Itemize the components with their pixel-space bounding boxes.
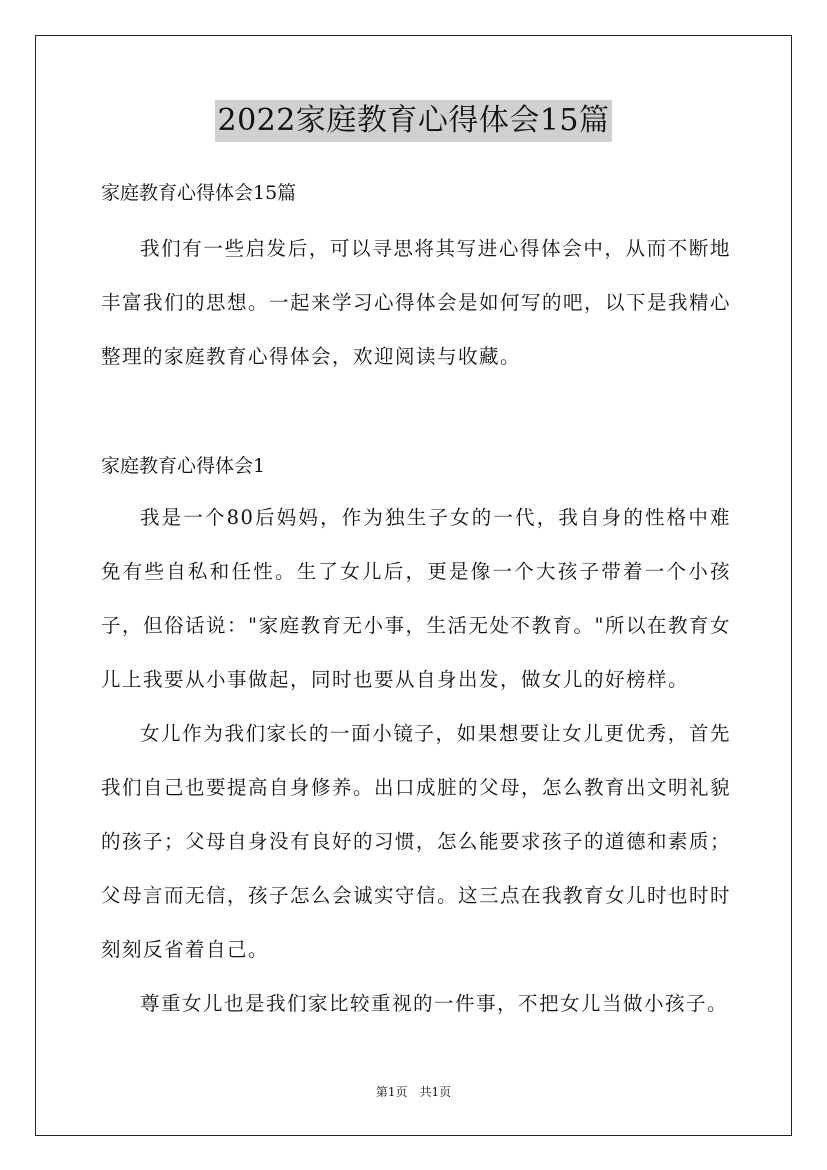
body-paragraph: 尊重女儿也是我们家比较重视的一件事，不把女儿当做小孩子。 (140, 992, 729, 1015)
body-paragraph: 我是一个80后妈妈，作为独生子女的一代，我自身的性格中难免有些自私和任性。生了女儿后，更是像一个大孩子带着一个小孩子，但俗话说："家庭教育无小事，生活无处不教育。"所以在教育女儿上我要从小事做起，同时也要从自身出发，做女儿的好榜样。 (101, 506, 731, 691)
document-title: 2022家庭教育心得体会15篇 (215, 100, 611, 142)
page-number: 第1页 (375, 1085, 408, 1099)
page-total: 共1页 (419, 1085, 452, 1099)
intro-paragraph: 我们有一些启发后，可以寻思将其写进心得体会中，从而不断地丰富我们的思想。一起来学习心得体会是如何写的吧，以下是我精心整理的家庭教育心得体会，欢迎阅读与收藏。 (101, 237, 732, 368)
page-footer (0, 1084, 827, 1100)
section-heading: 家庭教育心得体会1 (101, 455, 266, 477)
title-container (0, 100, 827, 142)
body-paragraph: 女儿作为我们家长的一面小镜子，如果想要让女儿更优秀，首先我们自己也要提高自身修养。出口成脏的父母，怎么教育出文明礼貌的孩子；父母自身没有良好的习惯，怎么能要求孩子的道德和素质；父母言而无信，孩子怎么会诚实守信。这三点在我教育女儿时也时时刻刻反省着自己。 (101, 722, 732, 961)
document-subtitle: 家庭教育心得体会15篇 (101, 182, 297, 204)
